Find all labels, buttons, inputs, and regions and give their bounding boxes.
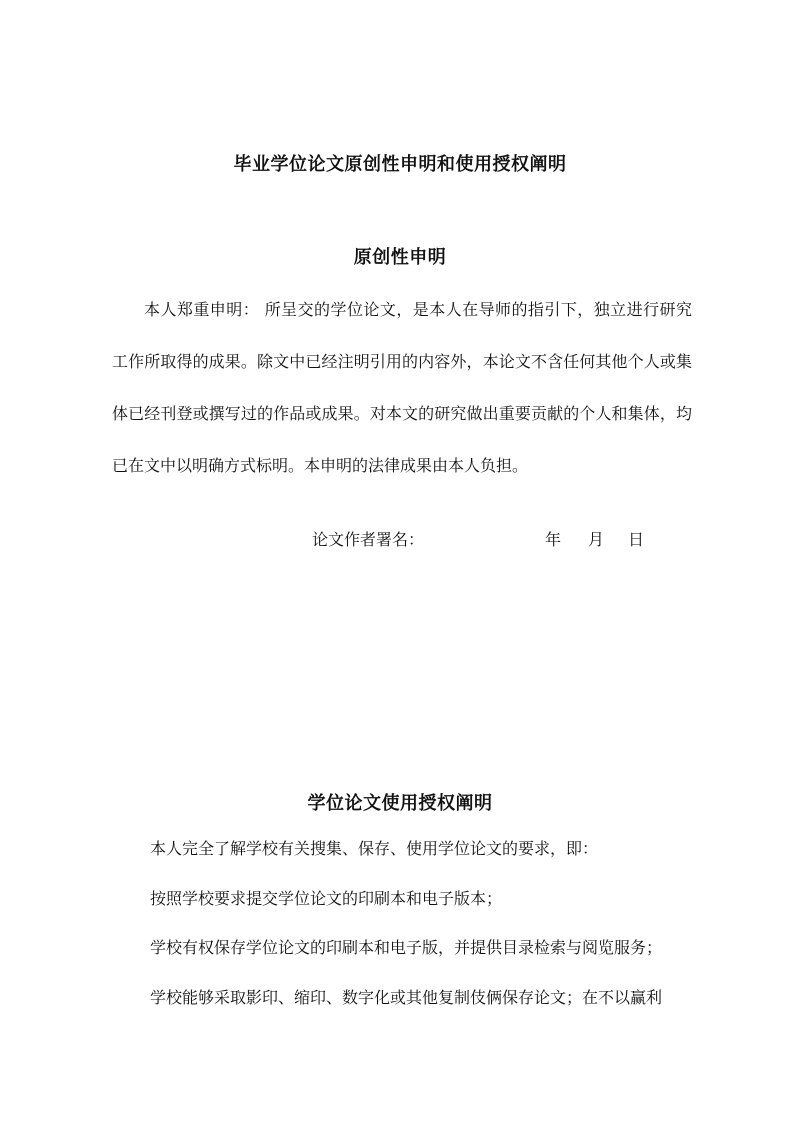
authorization-line: 本人完全了解学校有关搜集、保存、使用学位论文的要求，即： — [150, 839, 599, 858]
authorization-heading: 学位论文使用授权阐明 — [307, 793, 493, 814]
authorization-line: 学校有权保存学位论文的印刷本和电子版，并提供目录检索与阅览服务； — [150, 938, 663, 957]
originality-paragraph: 本人郑重申明： 所呈交的学位论文，是本人在导师的指引下，独立进行研究工作所取得的成果。除文中已经注明引用的内容外，本论文不含任何其他个人或集体已经刊登或撰写过的作品或成果。对本文的研究做出重要贡献的个人和集体，均已在文中以明确方式标明。本申明的法律成果由本人负担。 — [112, 300, 692, 475]
authorization-line: 按照学校要求提交学位论文的印刷本和电子版本； — [150, 889, 503, 908]
day-label: 日 — [628, 530, 645, 549]
authorization-line: 学校能够采取影印、缩印、数字化或其他复制伎俩保存论文；在不以赢利 — [150, 988, 663, 1007]
year-label: 年 — [545, 530, 562, 549]
signature-row — [312, 527, 672, 553]
month-label: 月 — [588, 530, 605, 549]
originality-heading: 原创性申明 — [353, 247, 447, 268]
signature-label: 论文作者署名： — [312, 530, 425, 549]
document-title: 毕业学位论文原创性申明和使用授权阐明 — [233, 154, 567, 175]
